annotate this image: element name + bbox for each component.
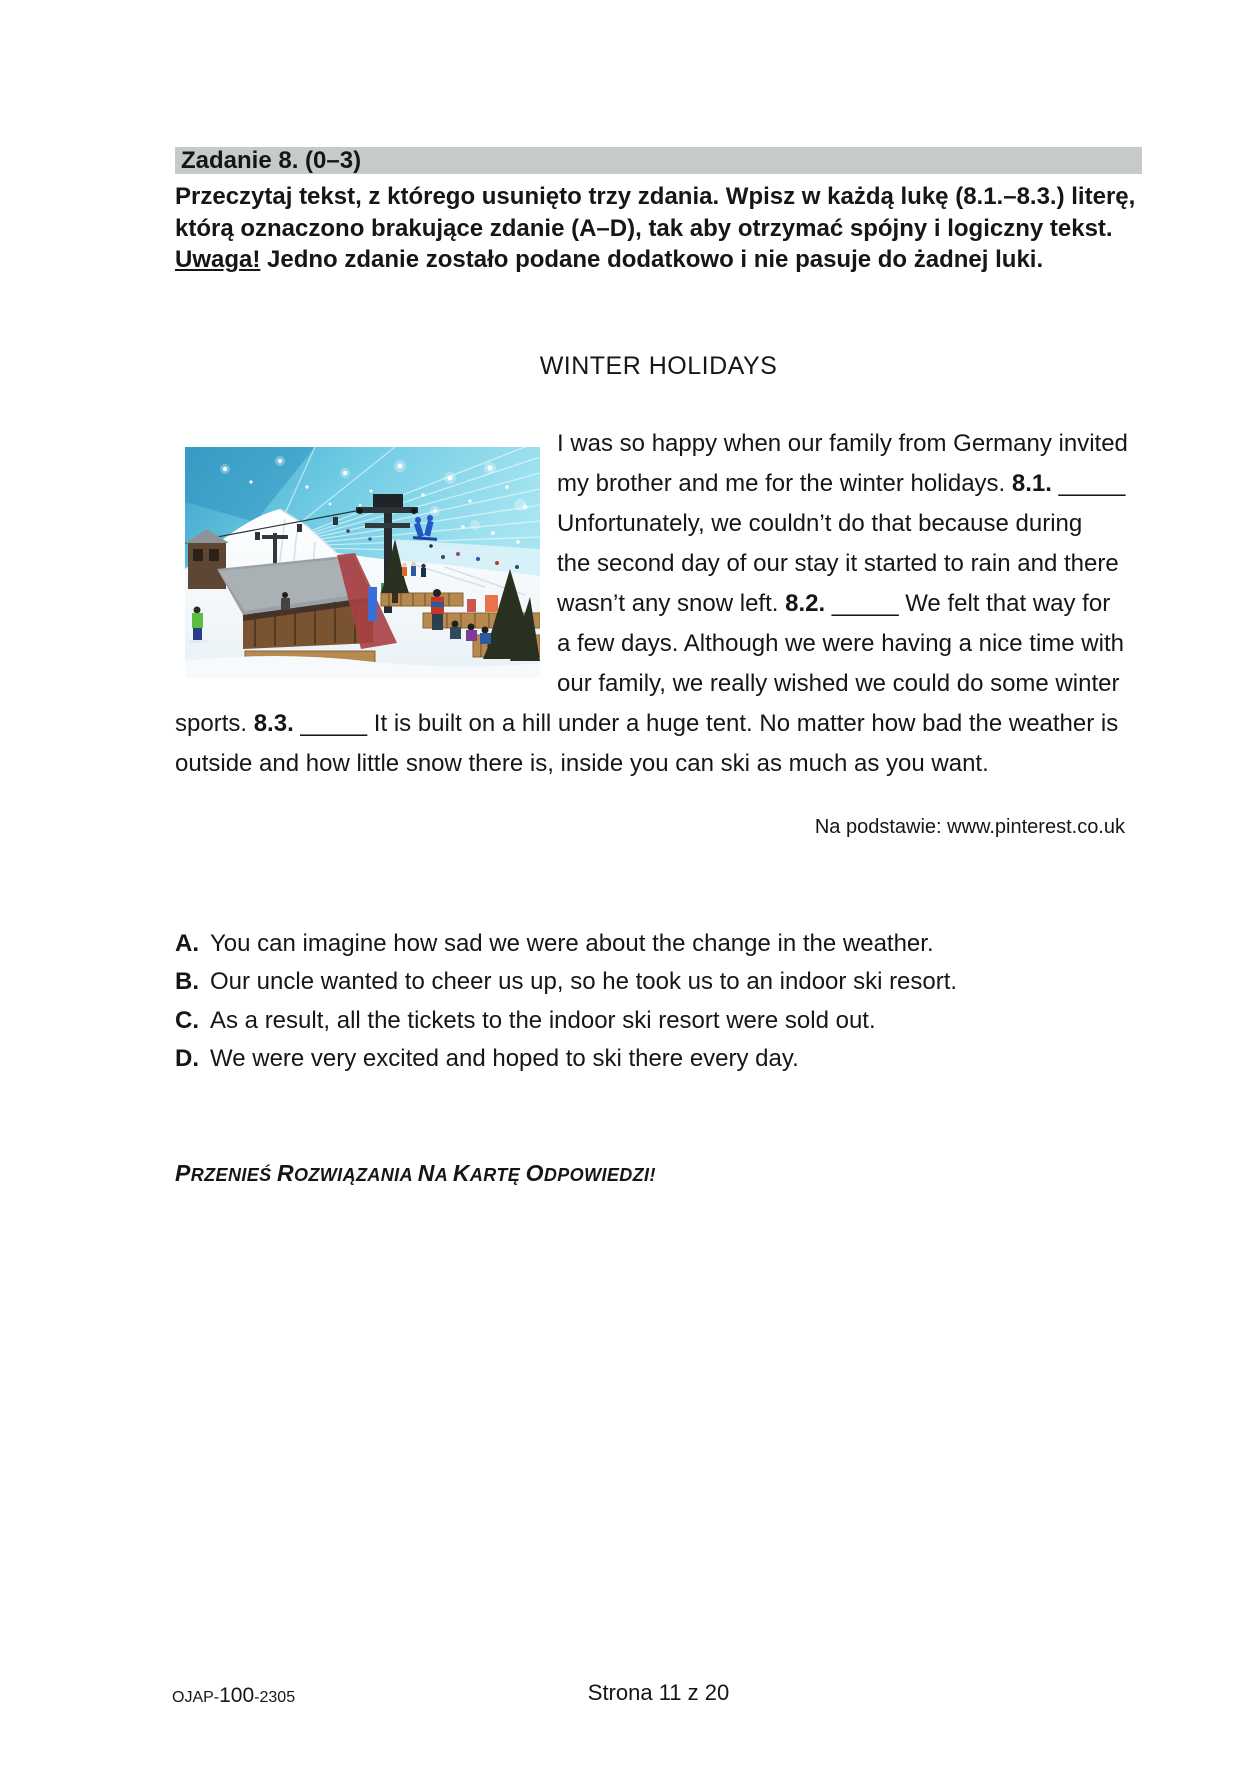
story-line	[175, 704, 1165, 744]
answer-options	[175, 925, 1165, 1078]
transfer-note-text: RZENIEŚ	[190, 1165, 277, 1185]
page-number: Strona 11 z 20	[587, 1680, 730, 1705]
story-line	[557, 624, 1167, 664]
orange-sign	[485, 595, 498, 612]
exam-sheet-code-part: OJAP-	[172, 1689, 220, 1706]
transfer-note-text: K	[452, 1160, 470, 1186]
option-text: You can imagine how sad we were about the change in the weather.	[210, 930, 934, 957]
instruction-line	[175, 244, 1165, 276]
exam-sheet-code-part: -2305	[254, 1689, 296, 1706]
article-title: WINTER HOLIDAYS	[539, 352, 778, 380]
story-line	[557, 504, 1167, 544]
text-segment: a few days. Although we were having a nice time with	[557, 630, 1124, 657]
story-line	[557, 464, 1167, 504]
option-row	[175, 963, 1165, 1001]
source-credit: Na podstawie: www.pinterest.co.uk	[814, 816, 1125, 838]
gap-number: 8.1.	[1011, 470, 1052, 497]
option-letter: C.	[175, 1006, 199, 1034]
instruction-line	[175, 181, 1165, 213]
indoor-ski-resort-photo	[185, 447, 540, 678]
text-segment: _____	[1051, 470, 1126, 497]
transfer-note	[175, 1160, 1165, 1187]
option-letter: D.	[175, 1044, 199, 1072]
gap-number: 8.3.	[253, 710, 294, 737]
task-instructions	[175, 181, 1165, 276]
transfer-note-text: ARTĘ	[469, 1165, 526, 1185]
text-segment: the second day of our stay it started to rain and there	[557, 550, 1119, 577]
story-line	[557, 664, 1167, 704]
story-line	[175, 744, 1165, 784]
instruction-line	[175, 213, 1165, 245]
transfer-note-text: P	[175, 1160, 191, 1186]
option-text: As a result, all the tickets to the indoor ski resort were sold out.	[210, 1006, 876, 1034]
option-letter: B.	[175, 968, 199, 996]
transfer-note-text: OZWIĄZANIA	[293, 1165, 418, 1185]
transfer-note-text: N	[417, 1160, 435, 1186]
transfer-note-text: DPOWIEDZI!	[543, 1165, 656, 1185]
story-beside-text	[557, 424, 1167, 704]
text-segment: którą oznaczono brakujące zdanie (A–D), tak aby otrzymać spójny i logiczny tekst.	[175, 214, 1113, 242]
option-letter: A.	[175, 930, 199, 957]
task-header-bar	[175, 147, 1142, 174]
story-line	[557, 544, 1167, 584]
story-fullwidth-text	[175, 704, 1165, 784]
option-row	[175, 1040, 1165, 1078]
option-text: Our uncle wanted to cheer us up, so he took us to an indoor ski resort.	[210, 968, 958, 996]
text-segment: my brother and me for the winter holidays.	[557, 470, 1012, 497]
gap-number: 8.2.	[785, 590, 826, 617]
exam-sheet-code-part: 100	[219, 1684, 255, 1707]
text-segment: I was so happy when our family from Germany invited	[557, 430, 1128, 457]
text-segment: sports.	[175, 710, 254, 737]
text-segment: outside and how little snow there is, inside you can ski as much as you want.	[175, 750, 989, 777]
text-segment: _____ We felt that way for	[825, 590, 1111, 617]
transfer-note-text: A	[434, 1165, 453, 1185]
transfer-note-text: O	[525, 1160, 544, 1186]
text-segment: Jedno zdanie zostało podane dodatkowo i nie pasuje do żadnej luki.	[260, 246, 1044, 273]
text-segment: Unfortunately, we couldn’t do that because during	[557, 510, 1083, 537]
text-segment: Przeczytaj tekst, z którego usunięto trzy zdania. Wpisz w każdą lukę (8.1.–8.3.) literę,	[175, 183, 1136, 210]
text-segment: wasn’t any snow left.	[557, 590, 786, 617]
option-row	[175, 1002, 1165, 1040]
option-text: We were very excited and hoped to ski there every day.	[210, 1044, 799, 1072]
option-row	[175, 925, 1165, 963]
text-segment: _____ It is built on a hill under a huge tent. No matter how bad the weather is	[293, 710, 1119, 737]
task-header-label: Zadanie 8. (0–3)	[181, 147, 362, 174]
transfer-note-text: R	[276, 1160, 294, 1186]
text-segment: Uwaga!	[175, 246, 261, 273]
story-line	[557, 584, 1167, 624]
text-segment: our family, we really wished we could do some winter	[557, 670, 1120, 697]
story-line	[557, 424, 1167, 464]
